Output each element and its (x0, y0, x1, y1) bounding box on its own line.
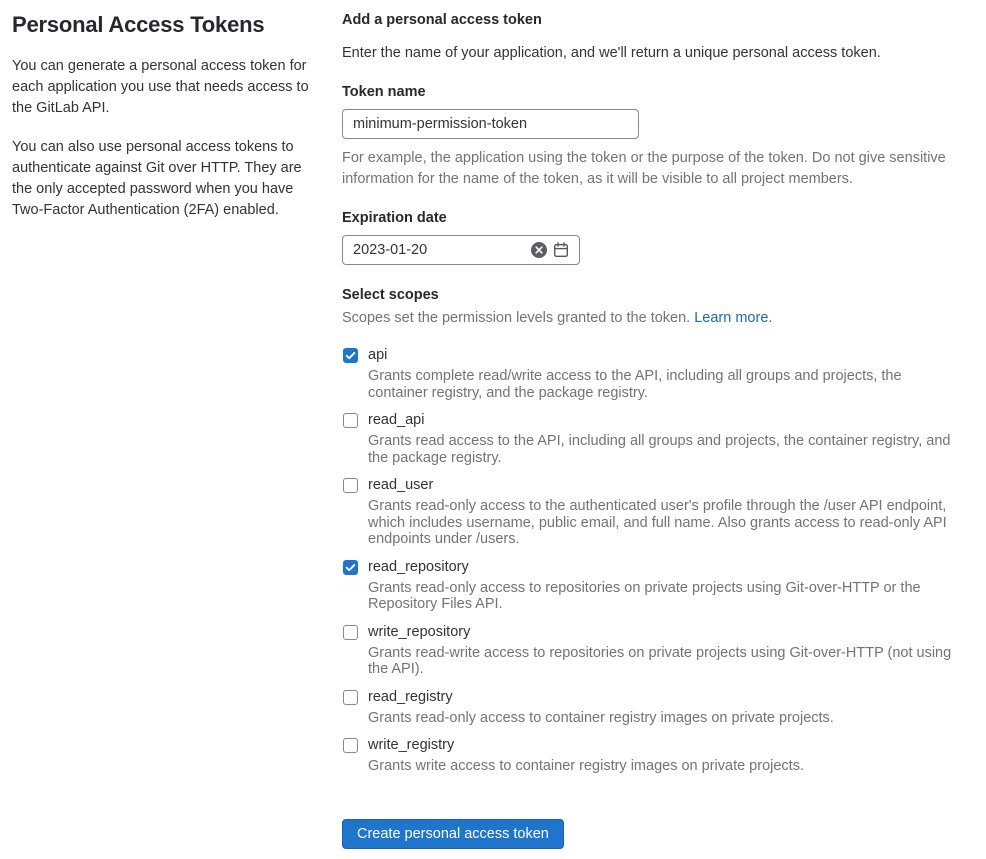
scope-name: read_repository (368, 558, 469, 575)
scope-row-api (342, 345, 964, 401)
scope-checkbox-read-registry[interactable] (343, 690, 358, 705)
scope-name: read_api (368, 412, 425, 428)
scope-row-write-repository (342, 622, 964, 678)
scope-description: Grants complete read/write access to the API, including all groups and projects, the container registry, and the package registry. (368, 368, 902, 401)
expiration-date-label: Expiration date (342, 210, 447, 226)
scope-name: write_registry (368, 737, 455, 753)
scope-name: write_repository (368, 623, 471, 640)
clear-date-button[interactable] (528, 235, 550, 265)
add-token-form (342, 10, 964, 849)
calendar-icon[interactable] (550, 235, 572, 265)
scope-row-read-api (342, 410, 964, 466)
select-scopes-label: Select scopes (342, 287, 439, 303)
create-token-button[interactable]: Create personal access token (342, 819, 564, 849)
expiration-date-input[interactable] (343, 236, 528, 264)
scope-description: Grants write access to container registry images on private projects. (368, 758, 804, 774)
intro-paragraph-2: You can also use personal access tokens to authenticate against Git over HTTP. They are the only accepted password when you have Two-Factor Authentication (2FA) enabled. (12, 139, 302, 218)
scope-name: read_user (368, 477, 434, 493)
token-name-label: Token name (342, 84, 426, 100)
expiration-date-field (342, 235, 580, 265)
clear-x-circle-icon (531, 242, 547, 258)
token-name-help: For example, the application using the token or the purpose of the token. Do not give sensitive information for the name of the token, as it will be visible to all project members. (342, 150, 946, 187)
scope-row-read-repository (342, 557, 964, 613)
scope-row-write-registry (342, 735, 964, 775)
scope-row-read-user (342, 475, 964, 548)
scope-description: Grants read access to the API, including all groups and projects, the container registry, and the package registry. (368, 433, 951, 466)
scope-description: Grants read-only access to the authenticated user's profile through the /user API endpoint, which includes username, public email, and full name. Also grants access to read-only API endpoints under /users. (368, 498, 947, 547)
scope-checkbox-write-repository[interactable] (343, 625, 358, 640)
token-name-input[interactable] (342, 109, 639, 139)
scope-description: Grants read-only access to repositories on private projects using Git-over-HTTP or the Repository Files API. (368, 579, 921, 612)
page-title: Personal Access Tokens (12, 12, 265, 37)
scope-row-read-registry (342, 687, 964, 727)
learn-more-link[interactable]: Learn more. (694, 310, 773, 326)
scope-checkbox-api[interactable] (343, 348, 358, 363)
scope-checkbox-write-registry[interactable] (343, 738, 358, 753)
scope-checkbox-read-repository[interactable] (343, 560, 358, 575)
description-panel (12, 10, 314, 849)
scope-checkbox-read-user[interactable] (343, 478, 358, 493)
scopes-help-text: Scopes set the permission levels granted to the token. (342, 310, 691, 326)
form-description: Enter the name of your application, and we'll return a unique personal access token. (342, 45, 881, 61)
intro-paragraph-1: You can generate a personal access token for each application you use that needs access to the GitLab API. (12, 58, 309, 116)
scope-name: read_registry (368, 688, 453, 705)
scopes-help (342, 310, 964, 326)
scope-description: Grants read-only access to container registry images on private projects. (368, 709, 834, 726)
scope-name: api (368, 347, 388, 363)
scope-checkbox-read-api[interactable] (343, 413, 358, 428)
form-title: Add a personal access token (342, 12, 542, 28)
scope-description: Grants read-write access to repositories on private projects using Git-over-HTTP (not using the API). (368, 644, 952, 677)
scopes-list (342, 345, 964, 775)
